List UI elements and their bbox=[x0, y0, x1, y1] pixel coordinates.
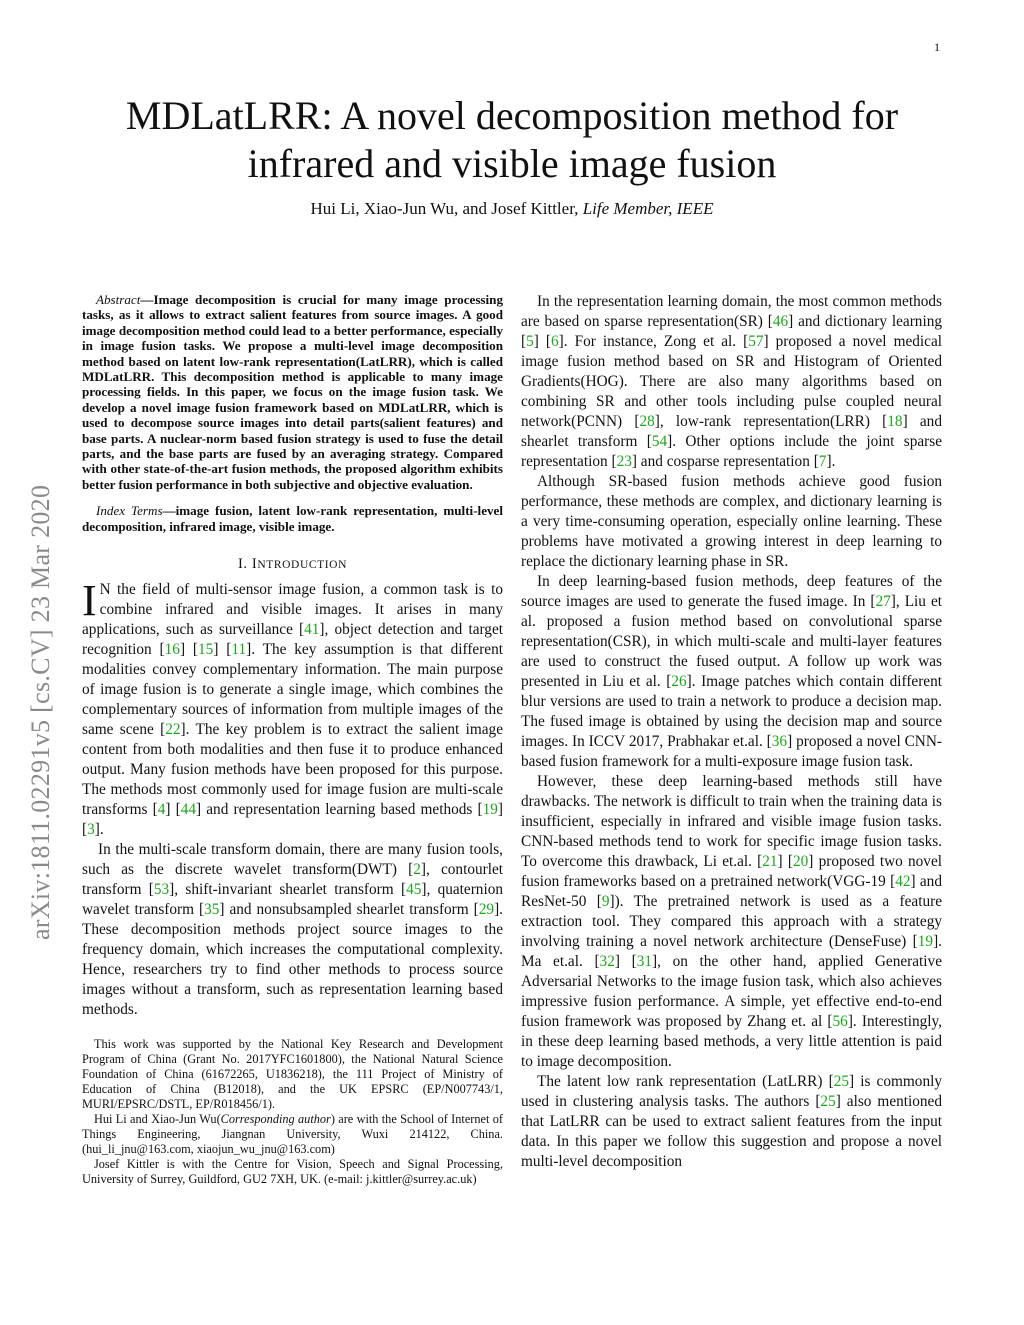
right-paragraph-5: The latent low rank representation (LatLRR) [25] is commonly used in clustering analysis tasks. The authors [25] also mentioned that LatLRR can be used to extract salient features from the input data. In this paper we follow this suggestion and propose a novel multi-level decomposition bbox=[521, 1073, 942, 1170]
citation-link[interactable]: 26 bbox=[671, 673, 687, 690]
footnote-affiliation-1-a: Hui Li and Xiao-Jun Wu( bbox=[94, 1112, 221, 1127]
page-number: 1 bbox=[934, 40, 940, 54]
citation-link[interactable]: 36 bbox=[771, 733, 788, 750]
section-number: I. bbox=[238, 556, 248, 573]
citation-link[interactable]: 44 bbox=[180, 801, 197, 819]
citation-link[interactable]: 19 bbox=[917, 933, 934, 950]
abstract-text: —Image decomposition is crucial for many image processing tasks, as it allows to extract salient features from source images. A good image decomposition method could lead to a better performance, especially in image fusion tasks. We propose a multi-level image decomposition method based on latent low-rank representation(LatLRR), which is called MDLatLRR. This decomposition method is applicable to many image processing fields. In this paper, we focus on the image fusion task. We develop a novel image fusion framework based on MDLatLRR, which is used to decompose source images into detail parts(salient features) and base parts. A nuclear-norm based fusion strategy is used to fuse the detail parts, and the base parts are fused by an averaging strategy. Compared with other state-of-the-art fusion methods, the proposed algorithm exhibits better fusion performance in both subjective and objective evaluation. bbox=[82, 292, 503, 492]
footnotes bbox=[82, 1037, 503, 1187]
right-column bbox=[521, 292, 942, 1172]
paper-title: MDLatLRR: A novel decomposition method for infrared and visible image fusion bbox=[125, 93, 899, 186]
citation-link[interactable]: 20 bbox=[792, 853, 809, 870]
section-first-letter: I bbox=[251, 556, 258, 573]
citation-link[interactable]: 15 bbox=[198, 641, 214, 659]
citation-link[interactable]: 11 bbox=[231, 641, 247, 659]
citation-link[interactable]: 53 bbox=[153, 881, 170, 899]
citation-link[interactable]: 5 bbox=[526, 333, 534, 350]
citation-link[interactable]: 9 bbox=[601, 893, 610, 910]
footnote-affiliation-2: Josef Kittler is with the Centre for Vision, Speech and Signal Processing, University of Surrey, Guildford, GU2 7XH, UK. (e-mail: j.kittler@surrey.ac.uk) bbox=[82, 1157, 503, 1187]
citation-link[interactable]: 21 bbox=[762, 853, 778, 870]
citation-link[interactable]: 57 bbox=[748, 333, 764, 350]
arxiv-stamp: arXiv:1811.02291v5 [cs.CV] 23 Mar 2020 bbox=[26, 484, 55, 940]
citation-link[interactable]: 23 bbox=[616, 453, 632, 470]
right-paragraph-4: However, these deep learning-based methods still have drawbacks. The network is difficult to train when the training data is insufficient, especially in infrared and visible image fusion tasks. CNN-based methods tend to work for specific image fusion tasks. To overcome this drawback, Li et.al. [21] [20] proposed two novel fusion frameworks based on a pretrained network(VGG-19 [42] and ResNet-50 [9]). The pretrained network is used as a feature extraction tool. They compared this approach with a strategy involving training a novel network architecture (DenseFuse) [19]. Ma et.al. [32] [31], on the other hand, applied Generative Adversarial Networks to the image fusion task, which also achieves impressive fusion performance. A simple, yet effective end-to-end fusion framework was proposed by Zhang et. al [56]. Interestingly, in these deep learning based methods, a very little attention is paid to image decomposition. bbox=[521, 773, 943, 1070]
citation-link[interactable]: 16 bbox=[164, 641, 180, 659]
author-role: Life Member, IEEE bbox=[582, 199, 714, 218]
author-line bbox=[60, 199, 964, 219]
citation-link[interactable]: 2 bbox=[413, 861, 421, 879]
citation-link[interactable]: 35 bbox=[204, 901, 220, 919]
citation-link[interactable]: 7 bbox=[818, 453, 827, 470]
citation-link[interactable]: 31 bbox=[636, 953, 653, 970]
citation-link[interactable]: 18 bbox=[887, 413, 903, 430]
citation-link[interactable]: 41 bbox=[304, 621, 320, 639]
citation-link[interactable]: 3 bbox=[87, 821, 95, 839]
right-paragraph-2: Although SR-based fusion methods achieve good fusion performance, these methods are complex, and dictionary learning is a very time-consuming operation, especially online learning. These problems have motivated a growing interest in deep learning to replace the dictionary learning phase in SR. bbox=[521, 473, 942, 570]
right-paragraph-3: In deep learning-based fusion methods, deep features of the source images are used to generate the fused image. In [27], Liu et al. proposed a fusion method based on convolutional sparse representation(CSR), in which multi-scale and multi-layer features are used to construct the fused output. A follow up work was presented in Liu et al. [26]. Image patches which contain different blur versions are used to train a network to produce a decision map. The fused image is obtained by using the decision map and source images. In ICCV 2017, Prabhakar et.al. [36] proposed a novel CNN-based fusion framework for a multi-exposure image fusion task. bbox=[521, 573, 942, 770]
section-title-rest: NTRODUCTION bbox=[257, 559, 347, 572]
citation-link[interactable]: 4 bbox=[157, 801, 166, 819]
index-terms-text: —image fusion, latent low-rank representation, multi-level decomposition, infrared image, visible image. bbox=[82, 503, 503, 534]
citation-link[interactable]: 6 bbox=[551, 333, 559, 350]
citation-link[interactable]: 29 bbox=[478, 901, 495, 919]
citation-link[interactable]: 22 bbox=[165, 721, 181, 739]
citation-link[interactable]: 46 bbox=[772, 313, 789, 330]
footnote-affiliation-1-b: ) are with the School of Internet of Things Engineering, Jiangnan University, Wuxi 214122, China. (hui_li_jnu@163.com, xiaojun_wu_jnu@163.com) bbox=[82, 1112, 503, 1157]
citation-link[interactable]: 25 bbox=[820, 1093, 836, 1110]
author-names: Hui Li, Xiao-Jun Wu, and Josef Kittler, bbox=[310, 199, 579, 218]
corresponding-author-note: Corresponding author bbox=[220, 1112, 331, 1127]
left-column bbox=[82, 292, 503, 1187]
intro-paragraph-2: In the multi-scale transform domain, there are many fusion tools, such as the discrete wavelet transform(DWT) [2], contourlet transform [53], shift-invariant shearlet transform [45], quaternion wavelet transform [35] and nonsubsampled shearlet transform [29]. These decomposition methods project source images to the frequency domain, which increases the computational complexity. Hence, researchers try to find other methods to process source images without a transform, such as representation learning based methods. bbox=[82, 841, 503, 1019]
citation-link[interactable]: 42 bbox=[895, 873, 911, 890]
abstract-label: Abstract bbox=[96, 292, 141, 307]
section-heading-introduction bbox=[82, 556, 503, 573]
citation-link[interactable]: 54 bbox=[651, 433, 668, 450]
intro-paragraph-1 bbox=[82, 576, 504, 840]
drop-cap: I bbox=[82, 576, 97, 626]
citation-link[interactable]: 19 bbox=[482, 801, 498, 819]
citation-link[interactable]: 45 bbox=[406, 881, 422, 899]
footnote-affiliation-1 bbox=[82, 1112, 503, 1157]
citation-link[interactable]: 28 bbox=[639, 413, 655, 430]
citation-link[interactable]: 27 bbox=[875, 593, 891, 610]
citation-link[interactable]: 25 bbox=[833, 1073, 849, 1090]
citation-link[interactable]: 32 bbox=[599, 953, 615, 970]
index-terms bbox=[82, 503, 503, 534]
index-terms-label: Index Terms bbox=[96, 503, 163, 519]
intro-paragraph-1-body: N the field of multi-sensor image fusion, a common task is to combine infrared and visible images. It arises in many applications, such as surveillance [41], object detection and target recognition [16] [15] [11]. The key assumption is that different modalities convey complementary information. The main purpose of image fusion is to generate a single image, which combines the complementary sources of information from multiple images of the same scene [22]. The key problem is to extract the salient image content from both modalities and then fuse it to produce enhanced output. Many fusion methods have been proposed for this purpose. The methods most commonly used for image fusion are multi-scale transforms [4] [44] and representation learning based methods [19] [3]. bbox=[82, 581, 504, 839]
abstract bbox=[82, 292, 503, 492]
citation-link[interactable]: 56 bbox=[832, 1013, 848, 1030]
footnote-funding: This work was supported by the National Key Research and Development Program of China (Grant No. 2017YFC1601800), the National Natural Science Foundation of China (61672265, U1836218), the 111 Project of Ministry of Education of China (B12018), and the UK EPSRC (EP/N007743/1, MURI/EPSRC/DSTL, EP/R018456/1). bbox=[82, 1037, 503, 1112]
right-paragraph-1: In the representation learning domain, the most common methods are based on sparse representation(SR) [46] and dictionary learning [5] [6]. For instance, Zong et al. [57] proposed a novel medical image fusion method based on SR and Histogram of Oriented Gradients(HOG). There are also many algorithms based on combining SR and other tools including pulse coupled neural network(PCNN) [28], low-rank representation(LRR) [18] and shearlet transform [54]. Other options include the joint sparse representation [23] and cosparse representation [7]. bbox=[521, 293, 942, 470]
